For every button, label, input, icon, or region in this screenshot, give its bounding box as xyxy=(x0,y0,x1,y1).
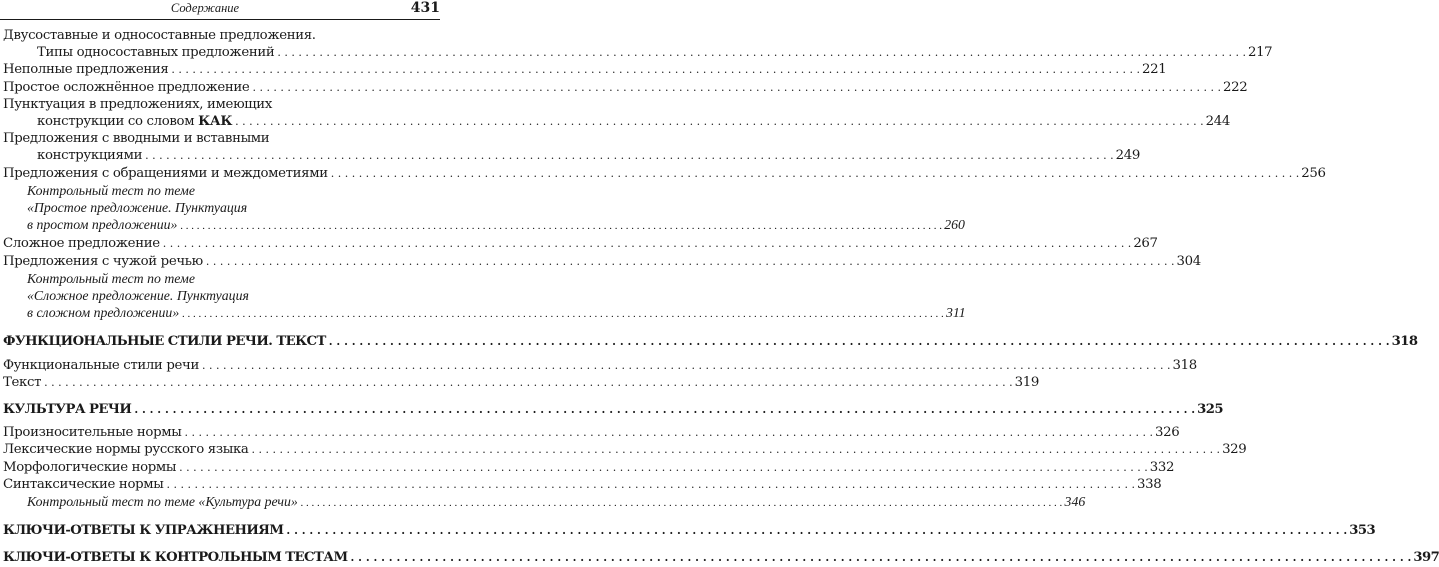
dot-leader xyxy=(301,495,1063,512)
toc-entry-title xyxy=(3,79,249,96)
toc-entry-line xyxy=(3,522,1376,539)
dot-leader xyxy=(331,165,1300,182)
toc-page-number: 304 xyxy=(1176,253,1201,269)
toc-entry-line xyxy=(3,113,1230,130)
toc-page-number: 256 xyxy=(1301,165,1326,181)
toc-entry-title-text: Текст xyxy=(3,374,42,390)
toc-entry-title-text: КУЛЬТУРА РЕЧИ xyxy=(3,402,132,418)
header-rule xyxy=(0,19,440,20)
toc-entry-line xyxy=(3,476,1162,493)
toc-entry-title-text: конструкции со словом xyxy=(37,114,195,130)
toc-section xyxy=(3,549,1439,566)
toc-entry-title xyxy=(3,441,249,458)
toc-entry-title-text: Морфологические нормы xyxy=(3,459,177,475)
toc-entry-line xyxy=(3,374,1040,391)
toc-entry-title-text: Типы односоставных предложений xyxy=(37,45,275,61)
toc-entry-title xyxy=(37,147,142,164)
toc-entry-title xyxy=(37,113,232,130)
toc-entry-title-text: в простом предложении» xyxy=(27,217,178,233)
toc-entry-title-line: Контрольный тест по теме xyxy=(27,270,195,286)
toc-entry-line xyxy=(27,493,1086,512)
toc-entry-title-text: Неполные предложения xyxy=(3,62,169,78)
dot-leader xyxy=(252,441,1221,458)
toc-test-entry xyxy=(3,270,966,324)
toc-entry-title xyxy=(3,357,199,374)
dot-leader xyxy=(180,218,942,235)
toc-entry-title xyxy=(27,493,298,510)
dot-leader xyxy=(179,459,1148,476)
toc-entry-title xyxy=(3,333,326,350)
toc-page-number: 249 xyxy=(1115,148,1140,164)
toc-entry-title-text: Сложное предложение xyxy=(3,236,160,252)
dot-leader xyxy=(286,522,1347,539)
toc-entry-line xyxy=(3,165,1326,182)
dot-leader xyxy=(163,235,1132,252)
toc-entry-title xyxy=(3,401,131,418)
toc-entry-line xyxy=(27,304,966,323)
toc-entry-title-line: Контрольный тест по теме xyxy=(27,182,195,198)
toc-entry xyxy=(3,459,1175,476)
toc-entry-title-text: в сложном предложении» xyxy=(27,305,180,321)
toc-entry-title-text: КЛЮЧИ-ОТВЕТЫ К КОНТРОЛЬНЫМ ТЕСТАМ xyxy=(3,550,348,566)
toc-page-number: 311 xyxy=(945,305,966,321)
toc-entry-title-text: ФУНКЦИОНАЛЬНЫЕ СТИЛИ РЕЧИ. ТЕКСТ xyxy=(3,334,326,350)
toc-entry xyxy=(3,253,1201,270)
toc-page-number: 353 xyxy=(1349,523,1376,539)
toc-entry-title xyxy=(3,235,160,252)
toc-entry-line xyxy=(3,235,1158,252)
page-number: 431 xyxy=(410,0,440,16)
toc-entry xyxy=(3,27,1273,61)
toc-page-number: 332 xyxy=(1149,459,1175,475)
toc-entry-title-line: «Простое предложение. Пунктуация xyxy=(27,200,248,216)
toc-entry-title-text: Простое осложнённое предложение xyxy=(3,79,250,95)
toc-entry-title-text: Предложения с обращениями и междометиями xyxy=(3,165,328,181)
toc-entry-line xyxy=(3,357,1197,374)
toc-entry-title-text: Произносительные нормы xyxy=(3,425,182,441)
dot-leader xyxy=(252,79,1221,96)
toc-entry-title-text: Функциональные стили речи xyxy=(3,357,199,373)
toc-entry xyxy=(3,424,1180,441)
dot-leader xyxy=(145,147,1114,164)
toc-page-number: 318 xyxy=(1172,357,1197,373)
toc-page-number: 329 xyxy=(1222,442,1247,458)
toc-entry-title-text: Контрольный тест по теме «Культура речи» xyxy=(27,494,298,510)
toc-entry-title-text: Лексические нормы русского языка xyxy=(3,442,249,458)
toc-entry-line xyxy=(3,441,1247,458)
toc-entry-title-line: Предложения с вводными и вставными xyxy=(3,131,270,147)
toc-page-number: 397 xyxy=(1413,550,1439,566)
toc-entry xyxy=(3,61,1167,78)
toc-entry-title-text: КЛЮЧИ-ОТВЕТЫ К УПРАЖНЕНИЯМ xyxy=(3,523,284,539)
dot-leader xyxy=(171,61,1140,78)
toc-entry-title-text: конструкциями xyxy=(37,148,143,164)
toc-entry-title xyxy=(3,61,168,78)
dot-leader xyxy=(206,253,1175,270)
toc-entry-title xyxy=(3,549,348,566)
toc-entry xyxy=(3,235,1158,252)
toc-entry xyxy=(3,96,1230,130)
dot-leader xyxy=(184,424,1153,441)
toc-entry xyxy=(3,374,1040,391)
dot-leader xyxy=(182,306,944,323)
toc-entry-title xyxy=(3,253,203,270)
toc-entry-bold-word: КАК xyxy=(198,114,233,130)
toc-entry-line xyxy=(3,79,1248,96)
toc-page-number: 326 xyxy=(1155,425,1180,441)
toc-entry-title-line: «Сложное предложение. Пунктуация xyxy=(27,288,249,304)
toc-page-number: 217 xyxy=(1247,45,1273,61)
toc-section xyxy=(3,522,1376,539)
dot-leader xyxy=(202,357,1171,374)
dot-leader xyxy=(134,401,1195,418)
toc-entry-title xyxy=(3,424,181,441)
toc-entry-line xyxy=(3,253,1201,270)
toc-entry-line xyxy=(27,216,965,235)
toc-page-number: 338 xyxy=(1137,476,1162,492)
toc-test-entry xyxy=(3,182,965,236)
toc-page-number: 260 xyxy=(944,217,965,233)
toc-page-number: 318 xyxy=(1391,334,1418,350)
toc-entry-title xyxy=(27,304,179,321)
dot-leader xyxy=(235,113,1204,130)
toc-entry-title xyxy=(3,459,176,476)
toc-entry-title xyxy=(3,165,328,182)
toc-page-number: 319 xyxy=(1014,374,1040,390)
toc-entry-line xyxy=(3,44,1273,61)
dot-leader xyxy=(166,476,1135,493)
toc-entry xyxy=(3,79,1248,96)
toc-entry-line xyxy=(3,333,1418,350)
toc-entry xyxy=(3,476,1162,493)
toc-section xyxy=(3,333,1418,350)
toc-entry xyxy=(3,357,1197,374)
toc-entry-line xyxy=(3,401,1224,418)
toc-entry-line xyxy=(3,61,1167,78)
toc-page-number: 222 xyxy=(1223,79,1248,95)
toc-entry xyxy=(3,441,1247,458)
toc-entry-title xyxy=(3,374,41,391)
running-header xyxy=(0,0,450,22)
toc-page-number: 221 xyxy=(1141,62,1167,78)
toc-entry-title xyxy=(3,522,283,539)
toc-entry-line xyxy=(3,459,1175,476)
running-header-title: Содержание xyxy=(170,1,240,15)
toc-entry-title-line: Пунктуация в предложениях, имеющих xyxy=(3,96,272,112)
toc-page-number: 244 xyxy=(1205,114,1230,130)
toc-entry-title xyxy=(3,476,163,493)
toc-section xyxy=(3,401,1224,418)
toc-page-number: 346 xyxy=(1064,494,1086,510)
toc-entry xyxy=(3,130,1140,164)
table-of-contents xyxy=(3,27,1439,567)
toc-entry-line xyxy=(3,147,1140,164)
toc-entry xyxy=(3,165,1326,182)
toc-entry-line xyxy=(3,424,1180,441)
dot-leader xyxy=(277,44,1246,61)
toc-entry-title-text: Предложения с чужой речью xyxy=(3,253,203,269)
toc-entry-title-line: Двусоставные и односоставные предложения. xyxy=(3,28,316,43)
dot-leader xyxy=(44,374,1013,391)
toc-page-number: 325 xyxy=(1197,402,1224,418)
toc-entry-line xyxy=(3,549,1439,566)
toc-entry-title xyxy=(37,44,274,61)
toc-entry-title xyxy=(27,216,177,233)
dot-leader xyxy=(329,333,1390,350)
dot-leader xyxy=(351,549,1412,566)
toc-page-number: 267 xyxy=(1133,236,1158,252)
toc-test-entry xyxy=(3,493,1086,512)
toc-entry-title-text: Синтаксические нормы xyxy=(3,476,164,492)
